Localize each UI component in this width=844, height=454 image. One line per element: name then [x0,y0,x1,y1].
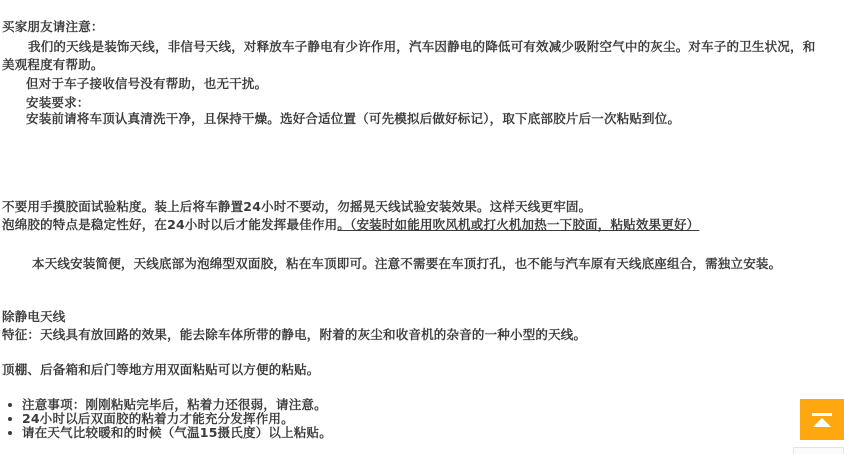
note-item-text: 请在天气比较暖和的时候（气温15摄氏度）以上粘贴。 [22,425,332,440]
adhesive-tip-line1: 不要用手摸胶面试验粘度。装上后将车静置24小时不要动，勿摇晃天线试验安装效果。这样天线更牢固。 [2,199,592,214]
adhesive-tip-line2-normal: 泡绵胶的特点是稳定性好，在24小时以后才能发挥最佳作用 [2,217,338,232]
note-item-2 [0,412,560,426]
adhesive-tip-line2 [2,217,699,233]
note-item-text: 注意事项：刚刚粘贴完毕后，粘着力还很弱，请注意。 [22,397,327,412]
bullet-icon [8,417,12,421]
note-item-1 [0,398,560,412]
bullet-icon [8,403,12,407]
back-to-top-icon [811,412,833,428]
notice-line-no-signal-help: 但对于车子接收信号没有帮助，也无干扰。 [26,76,268,91]
easy-install-line: 本天线安装简便，天线底部为泡绵型双面胶，粘在车顶即可。注意不需要在车顶打孔，也不能与汽车原有天线底座组合，需独立安装。 [32,256,782,271]
bullet-icon [8,431,12,435]
antenna-placement-line: 顶棚、后备箱和后门等地方用双面粘贴可以方便的粘贴。 [2,362,320,377]
adhesive-tip-line2-underlined: 。（安装时如能用吹风机或打火机加热一下胶面，粘贴效果更好） [337,217,700,232]
antenna-section-title: 除静电天线 [2,309,66,324]
notice-line-decorative-antenna: 我们的天线是装饰天线，非信号天线，对释放车子静电有少许作用，汽车因静电的降低可有效减少吸附空气中的灰尘。对车子的卫生状况，和 [28,39,816,54]
note-item-3 [0,426,560,440]
back-to-top-button[interactable] [800,399,844,440]
install-requirements-heading: 安装要求： [26,95,90,110]
antenna-feature-line: 特征：天线具有放回路的效果，能去除车体所带的静电，附着的灰尘和收音机的杂音的一种小型的天线。 [2,327,587,342]
partial-floating-button[interactable] [793,447,844,454]
buyer-notice-heading: 买家朋友请注意： [2,19,104,34]
note-item-text: 24小时以后双面胶的粘着力才能充分发挥作用。 [22,411,294,426]
install-instruction-line: 安装前请将车顶认真清洗干净，且保持干燥。选好合适位置（可先模拟后做好标记），取下底部胶片后一次粘贴到位。 [26,111,681,126]
notice-line-appearance: 美观程度有帮助。 [2,57,104,72]
